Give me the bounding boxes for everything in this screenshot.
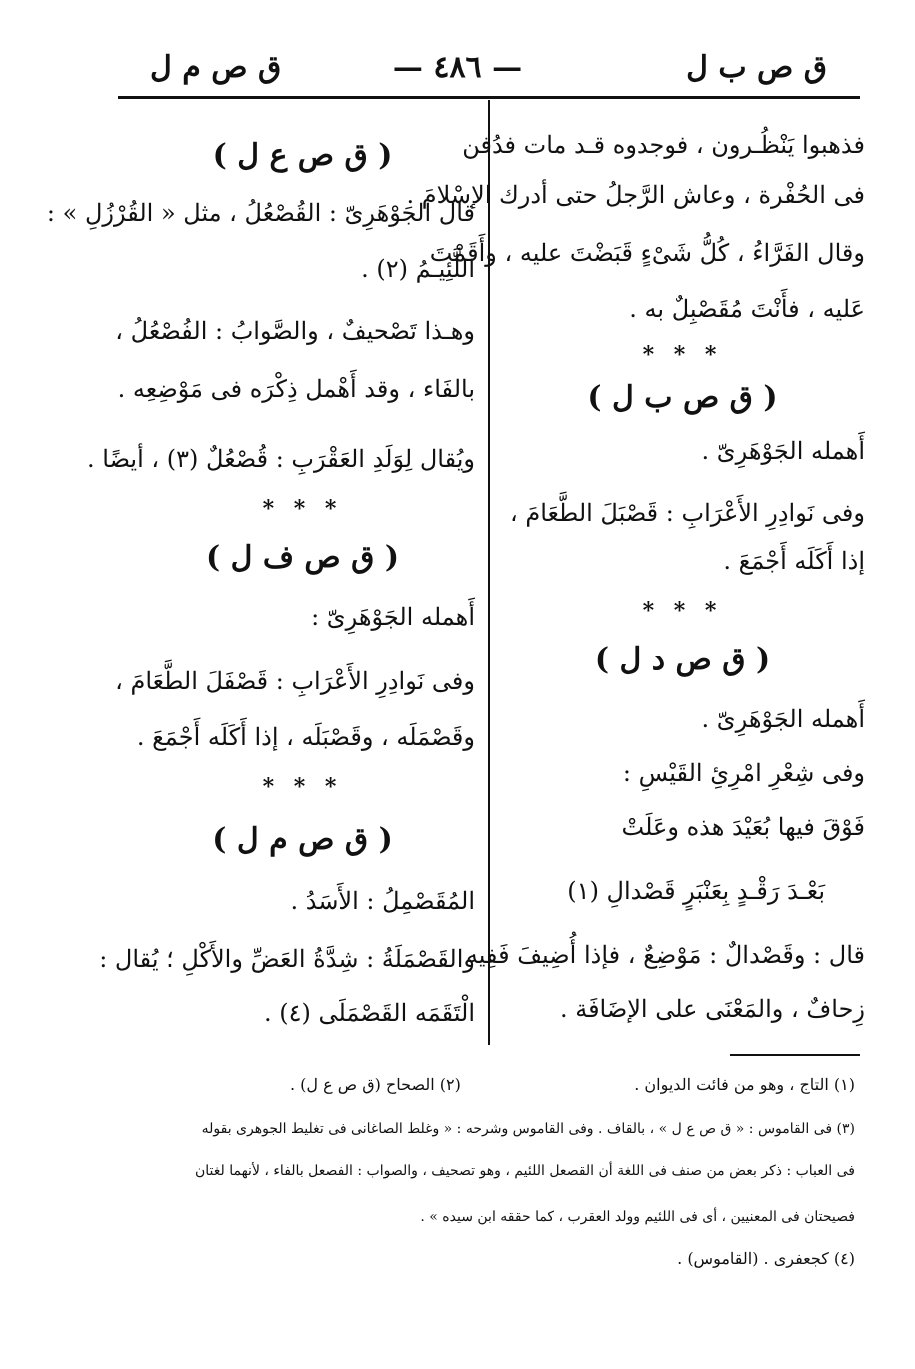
- text-line: الْتَقَمَه القَصْمَلَى (٤) .: [264, 999, 475, 1027]
- entry-heading: ( ق ص د ل ): [594, 642, 771, 677]
- running-head-right: ق ص ب ل: [686, 50, 827, 85]
- text-line: إذا أَكَلَه أَجْمَعَ .: [723, 547, 865, 575]
- entry-heading: ( ق ص م ل ): [212, 822, 393, 857]
- text-line: وفى نَوادِرِ الأَعْرَابِ : قَصْفَلَ الطَّعَامَ ،: [115, 667, 475, 695]
- verse-line: بَعْـدَ رَقْـدٍ بِعَنْبَرٍ قَصْدالِ (١): [567, 877, 825, 905]
- text-line: وهـذا تَصْحيفٌ ، والصَّوابُ : الفُصْعُلُ ،: [115, 317, 475, 345]
- entry-heading: ( ق ص ب ل ): [587, 380, 778, 415]
- text-line: أَهمله الجَوْهَرِىّ :: [311, 603, 475, 631]
- page-number: — ٤٨٦ —: [392, 50, 523, 85]
- text-line: وفى نَوادِرِ الأَعْرَابِ : قَصْبَلَ الطَّعَامَ ،: [510, 499, 865, 527]
- text-line: وقَصْمَلَه ، وقَصْبَلَه ، إذا أَكَلَه أَجْمَعَ .: [136, 723, 475, 751]
- entry-heading: ( ق ص ع ل ): [212, 138, 393, 173]
- footnote-3-line: (٣) فى القاموس : « ق ص ع ل » ، بالقاف . وفى القاموس وشرحه : « وغلط الصاغانى فى تغليط الجوهرى بقوله: [201, 1121, 855, 1137]
- text-line: بالفَاء ، وقد أَهْمل ذِكْرَه فى مَوْضِعِه .: [117, 375, 475, 403]
- text-line: وفى شِعْرِ امْرِئِ القَيْسِ :: [622, 759, 865, 787]
- section-separator: * * *: [642, 598, 723, 624]
- footnote-3-line: فصيحتان فى المعنيين ، أى فى اللئيم وولد العقرب ، كما حققه ابن سيده » .: [420, 1209, 855, 1225]
- text-line: أَهمله الجَوْهَرِىّ .: [701, 705, 865, 733]
- footnote-4: (٤) كجعفرى . (القاموس) .: [677, 1249, 855, 1268]
- verse-line: فَوْقَ فيها بُعَيْدَ هذه وعَلَتْ: [621, 813, 865, 841]
- text-line: ويُقال لِوَلَدِ العَقْرَبِ : قُصْعُلٌ (٣) ، أيضًا .: [87, 445, 475, 473]
- text-line: قال : وقَصْدالٌ : مَوْضِعٌ ، فإذا أُضِيفَ فَفِيه: [465, 941, 865, 969]
- text-line: فى الحُفْرة ، وعاش الرَّجلُ حتى أدرك الإسْلامَ .: [406, 181, 865, 209]
- section-separator: * * *: [642, 342, 723, 368]
- header-rule: [118, 96, 860, 99]
- footnote-3-line: فى العباب : ذكر بعض من صنف فى اللغة أن القصعل اللئيم ، وهو تصحيف ، والصواب : الفصعل بالفاء ، لأنهما لغتان: [195, 1163, 855, 1179]
- running-head-left: ق ص م ل: [150, 50, 282, 85]
- footnote-1: (١) التاج ، وهو من فائت الديوان .: [634, 1075, 855, 1094]
- section-separator: * * *: [262, 774, 343, 800]
- text-line: وقال الفَرَّاءُ ، كُلُّ شَىْءٍ قَبَضْتَ عليه ، وأَقَمْتَ: [429, 239, 865, 267]
- text-line: أَهمله الجَوْهَرِىّ .: [701, 437, 865, 465]
- text-line: زِحافٌ ، والمَعْنَى على الإضَافَة .: [559, 995, 865, 1023]
- section-separator: * * *: [262, 496, 343, 522]
- text-line: والقَصْمَلَةُ : شِدَّةُ العَضِّ والأَكْلِ ؛ يُقال :: [99, 945, 475, 973]
- text-line: قال الجَوْهَرِىّ : القُصْعُلُ ، مثل « القُرْزُلِ » :: [46, 199, 475, 227]
- text-line: عَليه ، فأَنْتَ مُقَصْبِلٌ به .: [629, 295, 865, 323]
- entry-heading: ( ق ص ف ل ): [205, 540, 400, 575]
- footnote-rule: [730, 1054, 860, 1056]
- text-line: اللَّئِيـمُ (٢) .: [361, 255, 475, 283]
- footnote-2: (٢) الصحاح (ق ص ع ل) .: [290, 1075, 461, 1094]
- text-line: المُقَصْمِلُ : الأَسَدُ .: [290, 887, 475, 915]
- text-line: فذهبوا يَنْظُـرون ، فوجدوه قـد مات فدُفن: [462, 131, 865, 159]
